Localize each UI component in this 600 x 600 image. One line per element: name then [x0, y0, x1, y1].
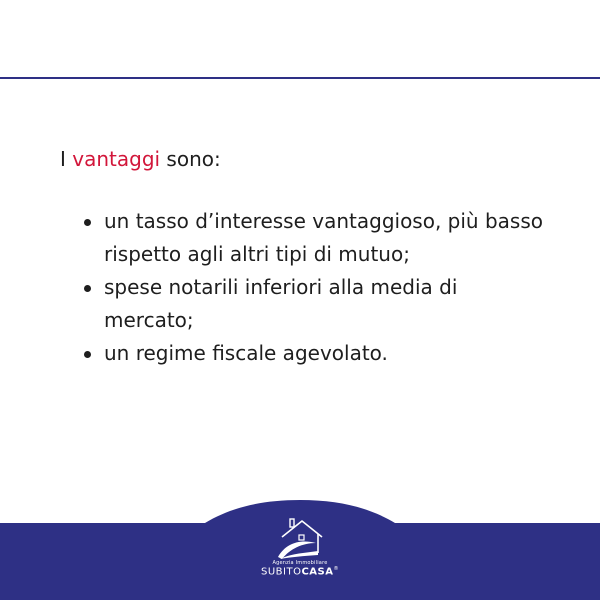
- bullet-icon: [84, 285, 91, 292]
- bullet-icon: [84, 219, 91, 226]
- logo-wordmark: [240, 566, 360, 577]
- intro-suffix: sono:: [160, 147, 221, 171]
- list-item: [78, 205, 548, 271]
- intro-heading: [60, 142, 221, 176]
- advantages-list: [78, 205, 548, 370]
- list-item: [78, 337, 548, 370]
- list-item-text: spese notarili inferiori alla media di mercato;: [104, 275, 458, 332]
- bullet-icon: [84, 351, 91, 358]
- logo-brand-bold: CASA: [301, 566, 334, 578]
- list-item-text: un regime fiscale agevolato.: [104, 341, 388, 365]
- logo-trademark: ®: [333, 566, 339, 572]
- top-divider: [0, 77, 600, 79]
- intro-highlight: vantaggi: [72, 147, 161, 171]
- intro-prefix: I: [60, 147, 73, 171]
- list-item-text: un tasso d’interesse vantaggioso, più basso rispetto agli altri tipi di mutuo;: [104, 209, 543, 266]
- list-item: [78, 271, 548, 337]
- logo-brand-light: SUBITO: [261, 566, 302, 578]
- logo-tagline: Agenzia Immobiliare: [272, 560, 328, 566]
